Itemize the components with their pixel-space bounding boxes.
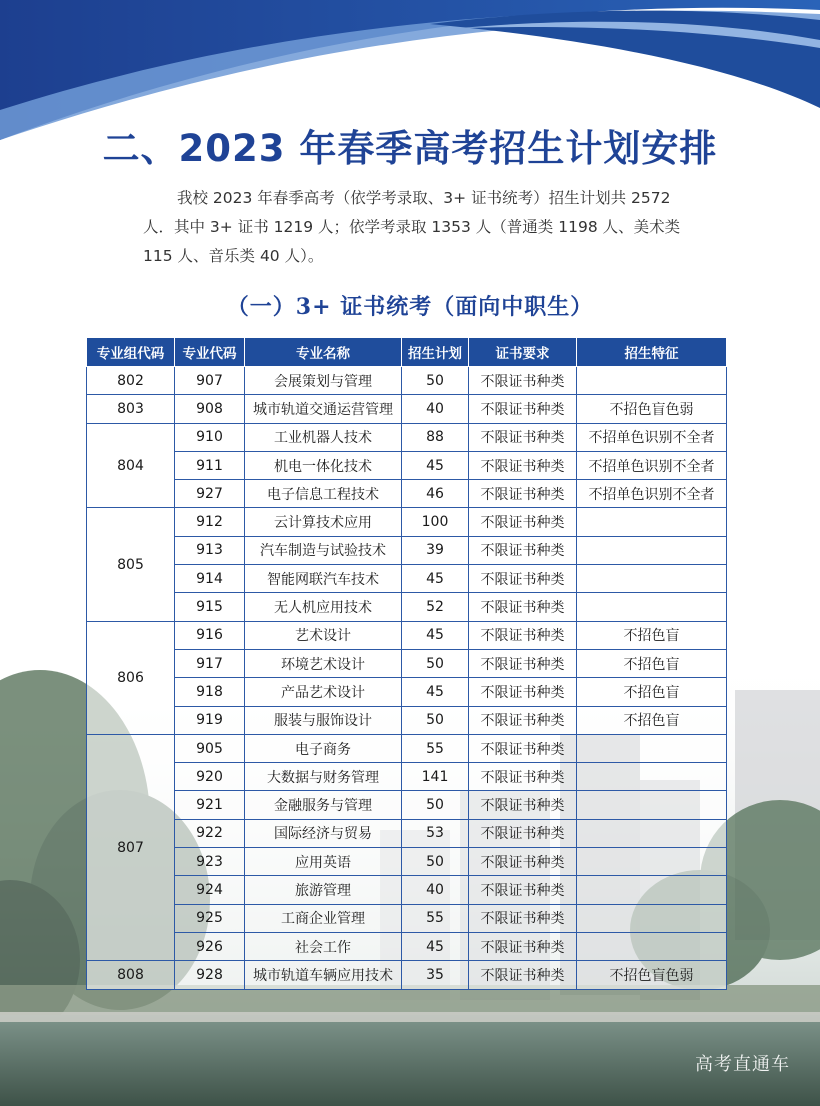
plan-cell: 50 [402, 791, 469, 819]
table-row [87, 876, 727, 904]
table-header-row [87, 338, 727, 367]
feature-cell [577, 904, 727, 932]
table-row [87, 932, 727, 960]
table-row [87, 848, 727, 876]
major-name-cell: 无人机应用技术 [245, 593, 402, 621]
major-name-cell: 工业机器人技术 [245, 423, 402, 451]
cert-cell: 不限证书种类 [469, 451, 577, 479]
cert-cell: 不限证书种类 [469, 423, 577, 451]
cert-cell: 不限证书种类 [469, 649, 577, 677]
cert-cell: 不限证书种类 [469, 706, 577, 734]
table-row [87, 621, 727, 649]
table-row [87, 480, 727, 508]
plan-cell: 52 [402, 593, 469, 621]
major-name-cell: 城市轨道车辆应用技术 [245, 961, 402, 989]
table-row [87, 904, 727, 932]
plan-cell: 45 [402, 451, 469, 479]
col-header-group-code: 专业组代码 [87, 338, 175, 367]
major-name-cell: 环境艺术设计 [245, 649, 402, 677]
group-code-cell: 807 [87, 734, 175, 960]
feature-cell [577, 848, 727, 876]
plan-cell: 141 [402, 763, 469, 791]
table-row [87, 423, 727, 451]
table-row [87, 395, 727, 423]
group-code-cell: 802 [87, 367, 175, 395]
major-code-cell: 920 [175, 763, 245, 791]
major-code-cell: 928 [175, 961, 245, 989]
feature-cell: 不招单色识别不全者 [577, 480, 727, 508]
major-name-cell: 艺术设计 [245, 621, 402, 649]
major-code-cell: 919 [175, 706, 245, 734]
table-row [87, 451, 727, 479]
feature-cell: 不招色盲色弱 [577, 395, 727, 423]
cert-cell: 不限证书种类 [469, 961, 577, 989]
major-name-cell: 服装与服饰设计 [245, 706, 402, 734]
cert-cell: 不限证书种类 [469, 593, 577, 621]
major-name-cell: 应用英语 [245, 848, 402, 876]
cert-cell: 不限证书种类 [469, 536, 577, 564]
major-name-cell: 国际经济与贸易 [245, 819, 402, 847]
table-row [87, 819, 727, 847]
major-name-cell: 汽车制造与试验技术 [245, 536, 402, 564]
col-header-major-name: 专业名称 [245, 338, 402, 367]
plan-cell: 45 [402, 621, 469, 649]
major-code-cell: 922 [175, 819, 245, 847]
major-code-cell: 914 [175, 565, 245, 593]
cert-cell: 不限证书种类 [469, 565, 577, 593]
feature-cell [577, 508, 727, 536]
feature-cell: 不招单色识别不全者 [577, 423, 727, 451]
feature-cell: 不招色盲 [577, 706, 727, 734]
major-name-cell: 大数据与财务管理 [245, 763, 402, 791]
major-code-cell: 911 [175, 451, 245, 479]
feature-cell [577, 791, 727, 819]
col-header-plan: 招生计划 [402, 338, 469, 367]
cert-cell: 不限证书种类 [469, 932, 577, 960]
major-name-cell: 机电一体化技术 [245, 451, 402, 479]
feature-cell: 不招色盲色弱 [577, 961, 727, 989]
major-code-cell: 925 [175, 904, 245, 932]
major-code-cell: 912 [175, 508, 245, 536]
major-code-cell: 916 [175, 621, 245, 649]
plan-cell: 100 [402, 508, 469, 536]
enrollment-plan-table [86, 337, 727, 990]
cert-cell: 不限证书种类 [469, 876, 577, 904]
major-code-cell: 913 [175, 536, 245, 564]
group-code-cell: 808 [87, 961, 175, 989]
plan-cell: 50 [402, 367, 469, 395]
plan-cell: 53 [402, 819, 469, 847]
intro-paragraph [143, 184, 703, 271]
feature-cell [577, 932, 727, 960]
feature-cell [577, 763, 727, 791]
feature-cell [577, 734, 727, 762]
section-title: （一）3+ 证书统考（面向中职生） [226, 294, 594, 320]
feature-cell [577, 876, 727, 904]
plan-cell: 46 [402, 480, 469, 508]
feature-cell [577, 367, 727, 395]
cert-cell: 不限证书种类 [469, 678, 577, 706]
plan-cell: 45 [402, 678, 469, 706]
major-name-cell: 工商企业管理 [245, 904, 402, 932]
plan-cell: 50 [402, 706, 469, 734]
major-code-cell: 926 [175, 932, 245, 960]
major-code-cell: 910 [175, 423, 245, 451]
cert-cell: 不限证书种类 [469, 367, 577, 395]
feature-cell [577, 536, 727, 564]
cert-cell: 不限证书种类 [469, 395, 577, 423]
table-row [87, 791, 727, 819]
major-code-cell: 924 [175, 876, 245, 904]
cert-cell: 不限证书种类 [469, 508, 577, 536]
table-row [87, 593, 727, 621]
group-code-cell: 805 [87, 508, 175, 621]
plan-cell: 55 [402, 734, 469, 762]
group-code-cell: 806 [87, 621, 175, 734]
table-row [87, 734, 727, 762]
plan-cell: 45 [402, 932, 469, 960]
major-code-cell: 908 [175, 395, 245, 423]
plan-cell: 55 [402, 904, 469, 932]
major-name-cell: 会展策划与管理 [245, 367, 402, 395]
table-row [87, 678, 727, 706]
table-row [87, 763, 727, 791]
plan-cell: 88 [402, 423, 469, 451]
plan-cell: 50 [402, 848, 469, 876]
pool-edge [0, 1012, 820, 1022]
major-code-cell: 905 [175, 734, 245, 762]
cert-cell: 不限证书种类 [469, 763, 577, 791]
major-name-cell: 社会工作 [245, 932, 402, 960]
table-row [87, 706, 727, 734]
feature-cell: 不招色盲 [577, 649, 727, 677]
table-row [87, 536, 727, 564]
feature-cell: 不招单色识别不全者 [577, 451, 727, 479]
table-row [87, 565, 727, 593]
major-name-cell: 云计算技术应用 [245, 508, 402, 536]
cert-cell: 不限证书种类 [469, 621, 577, 649]
major-name-cell: 旅游管理 [245, 876, 402, 904]
table-row [87, 961, 727, 989]
intro-text: 我校 2023 年春季高考（依学考录取、3+ 证书统考）招生计划共 2572 人．其中 3+ 证书 1219 人；依学考录取 1353 人（普通类 1198 人、美术类 115 人、音乐类 40 人）。 [143, 189, 681, 265]
major-code-cell: 917 [175, 649, 245, 677]
col-header-major-code: 专业代码 [175, 338, 245, 367]
major-code-cell: 927 [175, 480, 245, 508]
table-row [87, 508, 727, 536]
cert-cell: 不限证书种类 [469, 904, 577, 932]
page-title: 二、2023 年春季高考招生计划安排 [102, 127, 718, 170]
feature-cell [577, 593, 727, 621]
major-code-cell: 915 [175, 593, 245, 621]
major-code-cell: 918 [175, 678, 245, 706]
col-header-feature: 招生特征 [577, 338, 727, 367]
plan-cell: 35 [402, 961, 469, 989]
table-row [87, 367, 727, 395]
major-name-cell: 电子信息工程技术 [245, 480, 402, 508]
major-code-cell: 923 [175, 848, 245, 876]
cert-cell: 不限证书种类 [469, 791, 577, 819]
major-name-cell: 金融服务与管理 [245, 791, 402, 819]
cert-cell: 不限证书种类 [469, 734, 577, 762]
cert-cell: 不限证书种类 [469, 480, 577, 508]
group-code-cell: 803 [87, 395, 175, 423]
watermark-text: 高考直通车 [695, 1054, 790, 1075]
plan-cell: 39 [402, 536, 469, 564]
plan-cell: 45 [402, 565, 469, 593]
major-code-cell: 907 [175, 367, 245, 395]
cert-cell: 不限证书种类 [469, 819, 577, 847]
feature-cell: 不招色盲 [577, 678, 727, 706]
feature-cell [577, 819, 727, 847]
col-header-cert: 证书要求 [469, 338, 577, 367]
table-body [87, 367, 727, 990]
cert-cell: 不限证书种类 [469, 848, 577, 876]
feature-cell [577, 565, 727, 593]
plan-cell: 40 [402, 876, 469, 904]
plan-cell: 50 [402, 649, 469, 677]
plan-cell: 40 [402, 395, 469, 423]
feature-cell: 不招色盲 [577, 621, 727, 649]
major-name-cell: 电子商务 [245, 734, 402, 762]
major-name-cell: 城市轨道交通运营管理 [245, 395, 402, 423]
major-name-cell: 产品艺术设计 [245, 678, 402, 706]
group-code-cell: 804 [87, 423, 175, 508]
table-row [87, 649, 727, 677]
major-name-cell: 智能网联汽车技术 [245, 565, 402, 593]
major-code-cell: 921 [175, 791, 245, 819]
